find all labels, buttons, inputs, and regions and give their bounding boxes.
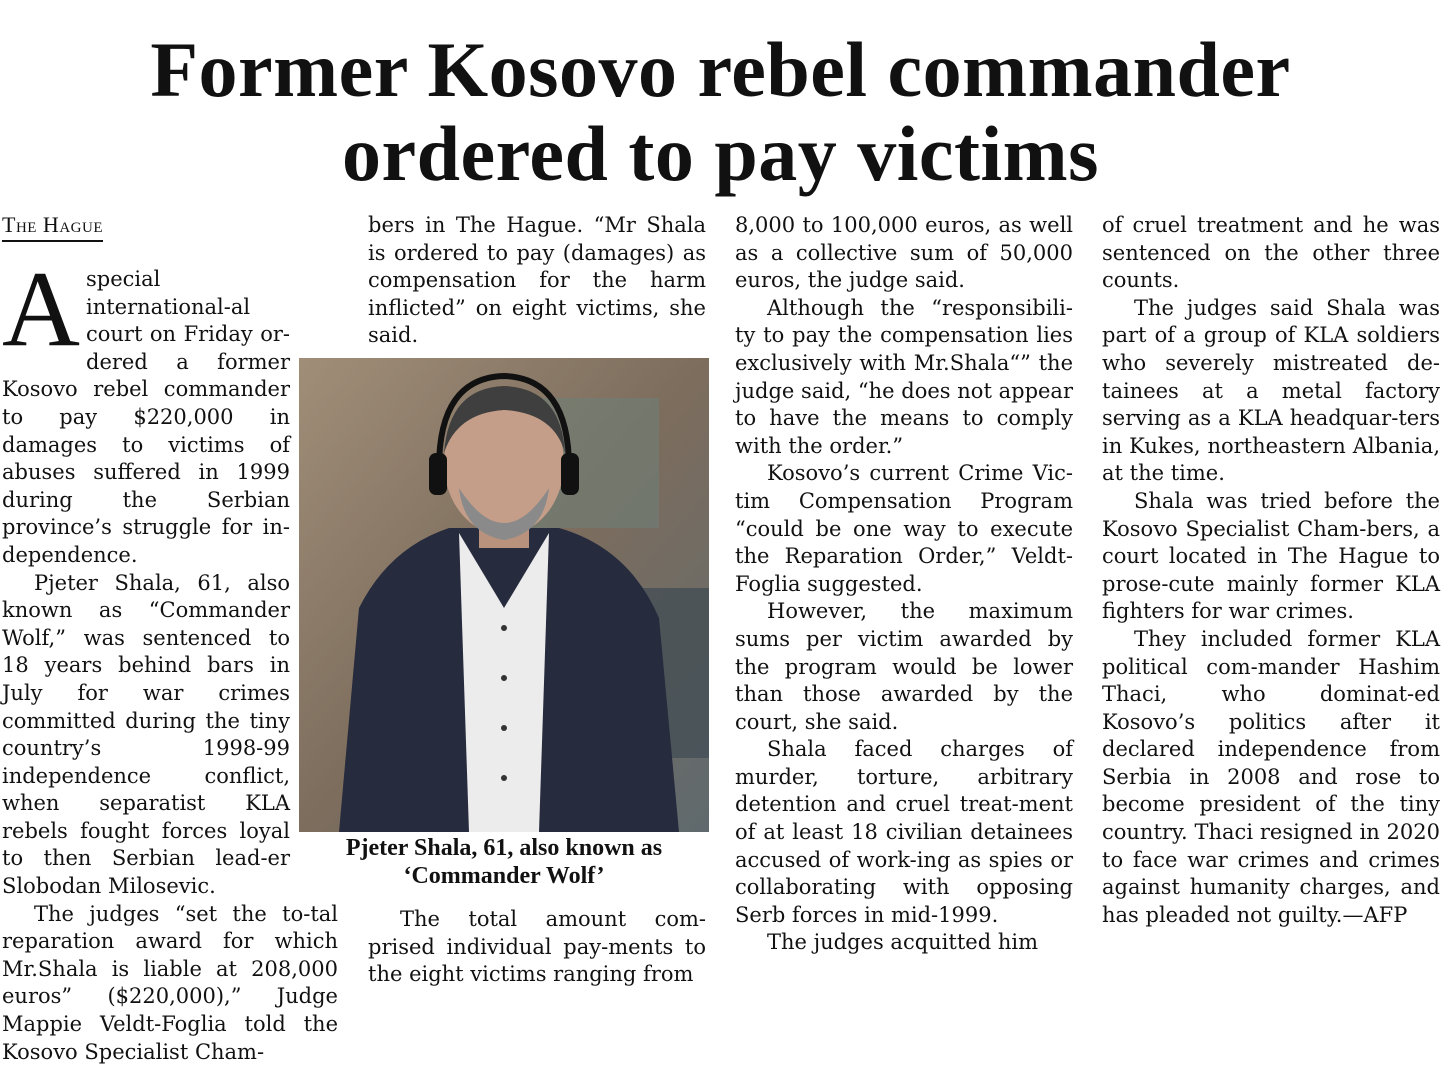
- article-column-1: [2, 250, 338, 1066]
- paragraph-6: 8,000 to 100,000 euros, as well as a collective sum of 50,000 euros, the judge said.: [735, 213, 1073, 293]
- paragraph-7: Although the “responsibili-ty to pay the compensation lies exclusively with Mr.Shala“” the judge said, “he does not appear to have the means to comply with the order.”: [735, 295, 1073, 458]
- dateline: The Hague: [2, 212, 103, 242]
- paragraph-9: However, the maximum sums per victim awarded by the program would be lower than those awarded by the court, she said.: [735, 599, 1073, 734]
- paragraph-4: bers in The Hague. “Mr Shala is ordered to pay (damages) as compensation for the harm inflicted” on eight victims, she said.: [368, 213, 706, 348]
- article-column-2-top: [368, 212, 706, 350]
- paragraph-2: Pjeter Shala, 61, also known as “Commander Wolf,” was sentenced to 18 years behind bars in July for war crimes committed during the tiny country’s 1998-99 independence conflict, when separatist KLA rebels fought forces loyal to then Serbian lead-er Slobodan Milosevic.: [2, 570, 290, 899]
- caption-line-1: Pjeter Shala, 61, also known as: [345, 835, 663, 861]
- paragraph-15: They included former KLA political com-mander Hashim Thaci, who dominat-ed Kosovo’s politics after it declared independence from Serbia in 2008 and rose to become president of the tiny country. Thaci resigned in 2020 to face war crimes and crimes against humanity charges, and has pleaded not guilty.—AFP: [1102, 626, 1440, 927]
- photo-pjeter-shala: [299, 358, 709, 832]
- paragraph-1: Aspecial international-al court on Friday or-dered a former Kosovo rebel commander to pay $220,000 in damages to victims of abuses suffered in 1999 during the Serbian province’s struggle for in-dependence.: [2, 250, 290, 567]
- headline-line-2: ordered to pay victims: [342, 110, 1099, 197]
- article-column-4: [1102, 212, 1440, 929]
- paragraph-10: Shala faced charges of murder, torture, arbitrary detention and cruel treat-ment of at least 18 civilian detainees accused of work-ing as spies or collaborating with opposing Serb forces in mid-1999.: [735, 737, 1073, 927]
- paragraph-13: The judges said Shala was part of a group of KLA soldiers who severely mistreated de-tainees at a metal factory serving as a KLA headquar-ters in Kukes, northeastern Albania, at the time.: [1102, 295, 1440, 486]
- paragraph-8: Kosovo’s current Crime Vic-tim Compensation Program “could be one way to execute the Reparation Order,” Veldt-Foglia suggested.: [735, 461, 1073, 596]
- paragraph-11: The judges acquitted him: [767, 930, 1038, 955]
- paragraph-3: The judges “set the to-tal reparation award for which Mr.Shala is liable at 208,000 euros” ($220,000),” Judge Mappie Veldt-Foglia told the Kosovo Specialist Cham-: [2, 901, 338, 1064]
- paragraph-12: of cruel treatment and he was sentenced on the other three counts.: [1102, 213, 1440, 293]
- paragraph-14: Shala was tried before the Kosovo Specialist Cham-bers, a court located in The Hague to prose-cute mainly former KLA fighters for war crimes.: [1102, 488, 1440, 624]
- paragraph-5: The total amount com-prised individual pay-ments to the eight victims ranging from: [368, 907, 706, 987]
- photo-caption: [299, 834, 709, 890]
- article-column-3: [735, 212, 1073, 957]
- caption-line-2: ‘Commander Wolf’: [403, 863, 605, 889]
- drop-cap: A: [2, 250, 80, 369]
- headline-line-1: Former Kosovo rebel commander: [150, 26, 1291, 113]
- headline: [0, 28, 1441, 196]
- article-photo: [299, 358, 709, 832]
- article-column-2-bottom: [368, 906, 706, 989]
